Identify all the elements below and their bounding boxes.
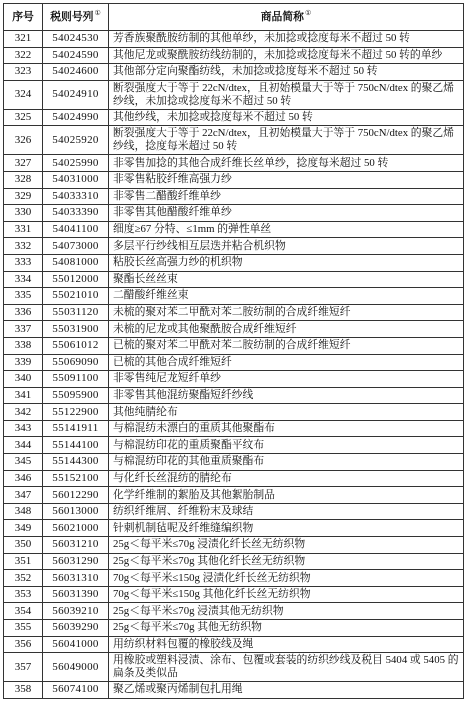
tariff-code-cell: 56031290 — [43, 553, 109, 570]
header-serial-number — [4, 4, 43, 31]
product-name-cell: 断裂强度大于等于 22cN/dtex，且初始模量大于等于 750cN/dtex 的聚乙烯纱线，捻度每米超过 50 转 — [109, 126, 464, 155]
tariff-code-cell: 55021010 — [43, 288, 109, 305]
tariff-code-cell: 56031390 — [43, 586, 109, 603]
tariff-code-cell: 55144300 — [43, 454, 109, 471]
tariff-code-cell: 55122900 — [43, 404, 109, 421]
tariff-code-cell: 54073000 — [43, 238, 109, 255]
tariff-code-cell: 54031000 — [43, 171, 109, 188]
table-header-row — [4, 4, 464, 31]
product-name-cell: 化学纤维制的絮胎及其他絮胎制品 — [109, 487, 464, 504]
tariff-code-cell: 56074100 — [43, 682, 109, 699]
table-row — [4, 603, 464, 620]
table-row — [4, 520, 464, 537]
product-name-cell: 与棉混纺未漂白的重质其他聚酯布 — [109, 420, 464, 437]
product-name-cell: 其他部分定向聚酯纺线，未加捻或捻度每米不超过 50 转 — [109, 64, 464, 81]
table-row — [4, 47, 464, 64]
document-page — [3, 3, 463, 699]
product-name-cell: 非零售粘胶纤维高强力纱 — [109, 171, 464, 188]
product-name-cell: 与棉混纺印花的重质聚酯平纹布 — [109, 437, 464, 454]
table-row — [4, 586, 464, 603]
serial-number-cell: 353 — [4, 586, 43, 603]
table-row — [4, 271, 464, 288]
tariff-code-cell: 54033310 — [43, 188, 109, 205]
serial-number-cell: 335 — [4, 288, 43, 305]
table-row — [4, 126, 464, 155]
product-name-cell: 70g＜每平米≤150g 其他化纤长丝无纺织物 — [109, 586, 464, 603]
footnote-marker: ① — [94, 8, 101, 17]
table-row — [4, 653, 464, 682]
table-row — [4, 553, 464, 570]
product-name-cell: 已梳的其他合成纤维短纤 — [109, 354, 464, 371]
product-name-cell: 非零售其他混纺聚酯短纤纱线 — [109, 387, 464, 404]
table-row — [4, 155, 464, 172]
product-name-cell: 25g＜每平米≤70g 其他化纤长丝无纺织物 — [109, 553, 464, 570]
serial-number-cell: 339 — [4, 354, 43, 371]
product-name-cell: 用纺织材料包覆的橡胶线及绳 — [109, 636, 464, 653]
table-row — [4, 420, 464, 437]
tariff-code-cell: 56041000 — [43, 636, 109, 653]
table-row — [4, 337, 464, 354]
product-name-cell: 其他纯腈纶布 — [109, 404, 464, 421]
header-tariff-code — [43, 4, 109, 31]
serial-number-cell: 343 — [4, 420, 43, 437]
serial-number-cell: 338 — [4, 337, 43, 354]
product-name-cell: 断裂强度大于等于 22cN/dtex，且初始模量大于等于 750cN/dtex 的聚乙烯纱线，未加捻或捻度每米不超过 50 转 — [109, 80, 464, 109]
product-name-cell: 已梳的聚对苯二甲酰对苯二胺纺制的合成纤维短纤 — [109, 337, 464, 354]
table-row — [4, 636, 464, 653]
serial-number-cell: 328 — [4, 171, 43, 188]
table-row — [4, 404, 464, 421]
tariff-code-cell: 55152100 — [43, 470, 109, 487]
tariff-code-cell: 55061012 — [43, 337, 109, 354]
serial-number-cell: 351 — [4, 553, 43, 570]
serial-number-cell: 326 — [4, 126, 43, 155]
tariff-code-cell: 55069090 — [43, 354, 109, 371]
tariff-code-cell: 54024600 — [43, 64, 109, 81]
product-name-cell: 其他纱线，未加捻或捻度每米不超过 50 转 — [109, 109, 464, 126]
product-name-cell: 粘胶长丝高强力纱的机织物 — [109, 254, 464, 271]
product-name-cell: 针刺机制毡呢及纤维缝编织物 — [109, 520, 464, 537]
tariff-code-cell: 55095900 — [43, 387, 109, 404]
table-row — [4, 371, 464, 388]
serial-number-cell: 325 — [4, 109, 43, 126]
table-body — [4, 31, 464, 699]
product-name-cell: 未梳的尼龙或其他聚酰胺合成纤维短纤 — [109, 321, 464, 338]
serial-number-cell: 341 — [4, 387, 43, 404]
table-row — [4, 64, 464, 81]
product-name-cell: 多层平行纱线相互层迭并粘合机织物 — [109, 238, 464, 255]
table-row — [4, 570, 464, 587]
tariff-code-cell: 56049000 — [43, 653, 109, 682]
serial-number-cell: 346 — [4, 470, 43, 487]
product-name-cell: 纺织纤维屑、纤维粉末及球结 — [109, 503, 464, 520]
product-name-cell: 二醋酸纤维丝束 — [109, 288, 464, 305]
tariff-code-cell: 54024990 — [43, 109, 109, 126]
product-name-cell: 与化纤长丝混纺的腈纶布 — [109, 470, 464, 487]
table-row — [4, 171, 464, 188]
tariff-code-cell: 56031210 — [43, 537, 109, 554]
serial-number-cell: 352 — [4, 570, 43, 587]
table-row — [4, 537, 464, 554]
product-name-cell: 非零售二醋酸纤维单纱 — [109, 188, 464, 205]
tariff-code-cell: 54024590 — [43, 47, 109, 64]
serial-number-cell: 332 — [4, 238, 43, 255]
table-row — [4, 321, 464, 338]
serial-number-cell: 327 — [4, 155, 43, 172]
product-name-cell: 聚酯长丝丝束 — [109, 271, 464, 288]
table-row — [4, 487, 464, 504]
serial-number-cell: 345 — [4, 454, 43, 471]
product-name-cell: 芳香族聚酰胺纺制的其他单纱，未加捻或捻度每米不超过 50 转 — [109, 31, 464, 48]
serial-number-cell: 334 — [4, 271, 43, 288]
tariff-code-cell: 55091100 — [43, 371, 109, 388]
product-name-cell: 70g＜每平米≤150g 浸渍化纤长丝无纺织物 — [109, 570, 464, 587]
product-name-cell: 与棉混纺印花的其他重质聚酯布 — [109, 454, 464, 471]
tariff-code-cell: 56013000 — [43, 503, 109, 520]
serial-number-cell: 347 — [4, 487, 43, 504]
serial-number-cell: 357 — [4, 653, 43, 682]
table-row — [4, 454, 464, 471]
table-row — [4, 188, 464, 205]
table-row — [4, 437, 464, 454]
table-row — [4, 620, 464, 637]
serial-number-cell: 354 — [4, 603, 43, 620]
table-row — [4, 387, 464, 404]
product-name-cell: 用橡胶或塑料浸渍、涂布、包覆或套装的纺织纱线及税目 5404 或 5405 的扁条及类似品 — [109, 653, 464, 682]
tariff-code-cell: 54025920 — [43, 126, 109, 155]
header-product-label: 商品简称 — [260, 10, 304, 23]
serial-number-cell: 356 — [4, 636, 43, 653]
serial-number-cell: 340 — [4, 371, 43, 388]
tariff-code-cell: 56039210 — [43, 603, 109, 620]
header-tariff-label: 税则号列 — [50, 10, 94, 23]
tariff-code-cell: 54033390 — [43, 205, 109, 222]
tariff-code-cell: 55141911 — [43, 420, 109, 437]
product-name-cell: 其他尼龙或聚酰胺纺线纺制的，未加捻或捻度每米不超过 50 转的单纱 — [109, 47, 464, 64]
product-name-cell: 25g＜每平米≤70g 其他无纺织物 — [109, 620, 464, 637]
table-row — [4, 80, 464, 109]
tariff-code-cell: 55144100 — [43, 437, 109, 454]
table-row — [4, 470, 464, 487]
table-row — [4, 31, 464, 48]
product-name-cell: 非零售其他醋酸纤维单纱 — [109, 205, 464, 222]
serial-number-cell: 348 — [4, 503, 43, 520]
serial-number-cell: 329 — [4, 188, 43, 205]
table-row — [4, 288, 464, 305]
footnote-marker: ① — [304, 8, 312, 17]
serial-number-cell: 355 — [4, 620, 43, 637]
product-name-cell: 25g＜每平米≤70g 浸渍其他无纺织物 — [109, 603, 464, 620]
serial-number-cell: 322 — [4, 47, 43, 64]
serial-number-cell: 330 — [4, 205, 43, 222]
tariff-code-cell: 56012290 — [43, 487, 109, 504]
table-row — [4, 109, 464, 126]
tariff-code-cell: 54024530 — [43, 31, 109, 48]
tariff-code-cell: 54081000 — [43, 254, 109, 271]
serial-number-cell: 336 — [4, 304, 43, 321]
serial-number-cell: 358 — [4, 682, 43, 699]
serial-number-cell: 342 — [4, 404, 43, 421]
serial-number-cell: 321 — [4, 31, 43, 48]
tariff-code-cell: 56039290 — [43, 620, 109, 637]
serial-number-cell: 337 — [4, 321, 43, 338]
header-serial-label: 序号 — [12, 10, 34, 23]
tariff-code-cell: 55012000 — [43, 271, 109, 288]
product-name-cell: 非零售加捻的其他合成纤维长丝单纱，捻度每米超过 50 转 — [109, 155, 464, 172]
tariff-code-cell: 55031900 — [43, 321, 109, 338]
header-product-name — [109, 4, 464, 31]
tariff-code-cell: 56031310 — [43, 570, 109, 587]
tariff-code-cell: 56021000 — [43, 520, 109, 537]
product-name-cell: 聚乙烯或聚丙烯制包扎用绳 — [109, 682, 464, 699]
serial-number-cell: 333 — [4, 254, 43, 271]
serial-number-cell: 349 — [4, 520, 43, 537]
table-row — [4, 205, 464, 222]
table-row — [4, 354, 464, 371]
serial-number-cell: 324 — [4, 80, 43, 109]
tariff-code-cell: 55031120 — [43, 304, 109, 321]
serial-number-cell: 344 — [4, 437, 43, 454]
tariff-code-cell: 54025990 — [43, 155, 109, 172]
table-row — [4, 304, 464, 321]
table-row — [4, 238, 464, 255]
tariff-code-cell: 54024910 — [43, 80, 109, 109]
serial-number-cell: 350 — [4, 537, 43, 554]
product-name-cell: 未梳的聚对苯二甲酰对苯二胺纺制的合成纤维短纤 — [109, 304, 464, 321]
table-row — [4, 682, 464, 699]
serial-number-cell: 323 — [4, 64, 43, 81]
product-name-cell: 非零售纯尼龙短纤单纱 — [109, 371, 464, 388]
serial-number-cell: 331 — [4, 221, 43, 238]
tariff-code-cell: 54041100 — [43, 221, 109, 238]
tariff-table — [3, 3, 464, 699]
table-row — [4, 503, 464, 520]
product-name-cell: 25g＜每平米≤70g 浸渍化纤长丝无纺织物 — [109, 537, 464, 554]
product-name-cell: 细度≥67 分特、≤1mm 的弹性单丝 — [109, 221, 464, 238]
table-row — [4, 254, 464, 271]
table-row — [4, 221, 464, 238]
